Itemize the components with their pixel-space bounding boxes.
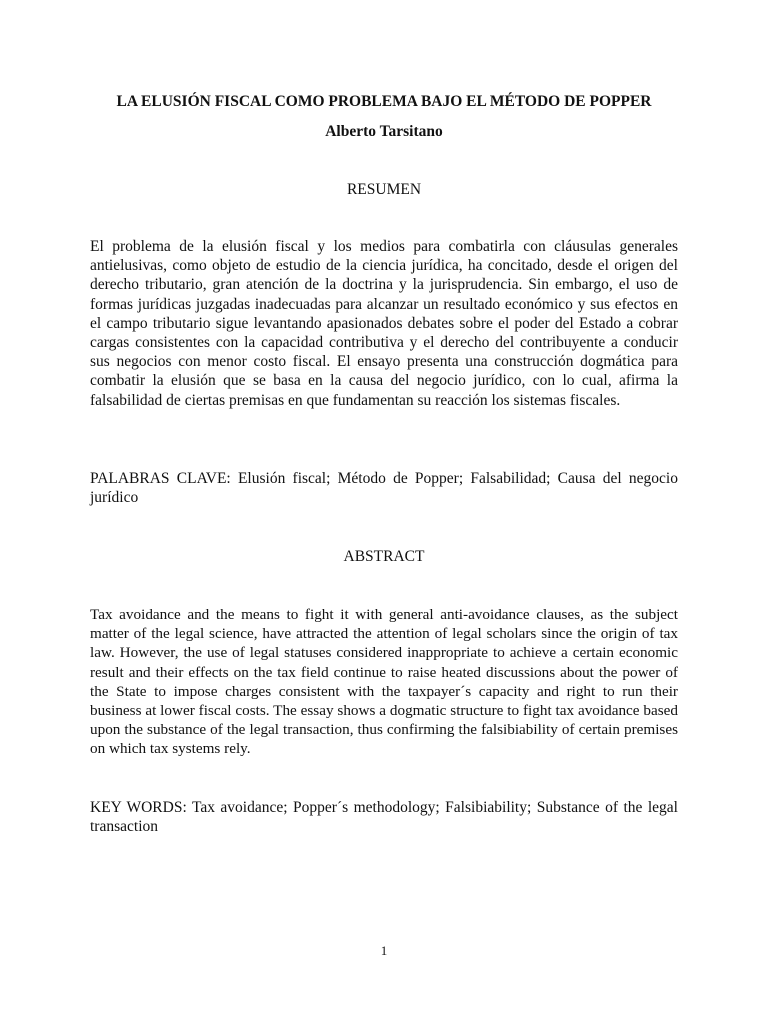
document-title: LA ELUSIÓN FISCAL COMO PROBLEMA BAJO EL MÉTODO DE POPPER: [116, 93, 652, 110]
resumen-heading: RESUMEN: [346, 181, 422, 198]
author-name: Alberto Tarsitano: [325, 123, 443, 140]
page-number: 1: [380, 943, 388, 958]
palabras-clave: PALABRAS CLAVE: Elusión fiscal; Método de Popper; Falsabilidad; Causa del negocio jurídico: [90, 470, 678, 507]
key-words: KEY WORDS: Tax avoidance; Popper´s methodology; Falsibiability; Substance of the legal transaction: [90, 799, 678, 836]
abstract-heading: ABSTRACT: [343, 548, 425, 565]
resumen-paragraph: El problema de la elusión fiscal y los medios para combatirla con cláusulas generales antielusivas, como objeto de estudio de la ciencia jurídica, ha concitado, desde el origen del derecho tributario, gran atención de la doctrina y la jurisprudencia. Sin embargo, el uso de formas jurídicas juzgadas inadecuadas para alcanzar un resultado económico y sus efectos en el campo tributario sigue levantando apasionados debates sobre el poder del Estado a cobrar cargas consistentes con la capacidad contributiva y el derecho del contribuyente a conducir sus negocios con menor costo fiscal. El ensayo presenta una construcción dogmática para combatir la elusión que se basa en la causa del negocio jurídico, con lo cual, afirma la falsabilidad de ciertas premisas en que fundamentan su reacción los sistemas fiscales.: [90, 238, 678, 409]
abstract-paragraph: Tax avoidance and the means to fight it with general anti-avoidance clauses, as the subject matter of the legal science, have attracted the attention of legal scholars since the origin of tax law. However, the use of legal statuses considered inappropriate to achieve a certain economic result and their effects on the tax field continue to raise heated discussions about the power of the State to impose charges consistent with the taxpayer´s capacity and right to run their business at lower fiscal costs. The essay shows a dogmatic structure to fight tax avoidance based upon the substance of the legal transaction, thus confirming the falsibiability of certain premises on which tax systems rely.: [90, 606, 678, 758]
